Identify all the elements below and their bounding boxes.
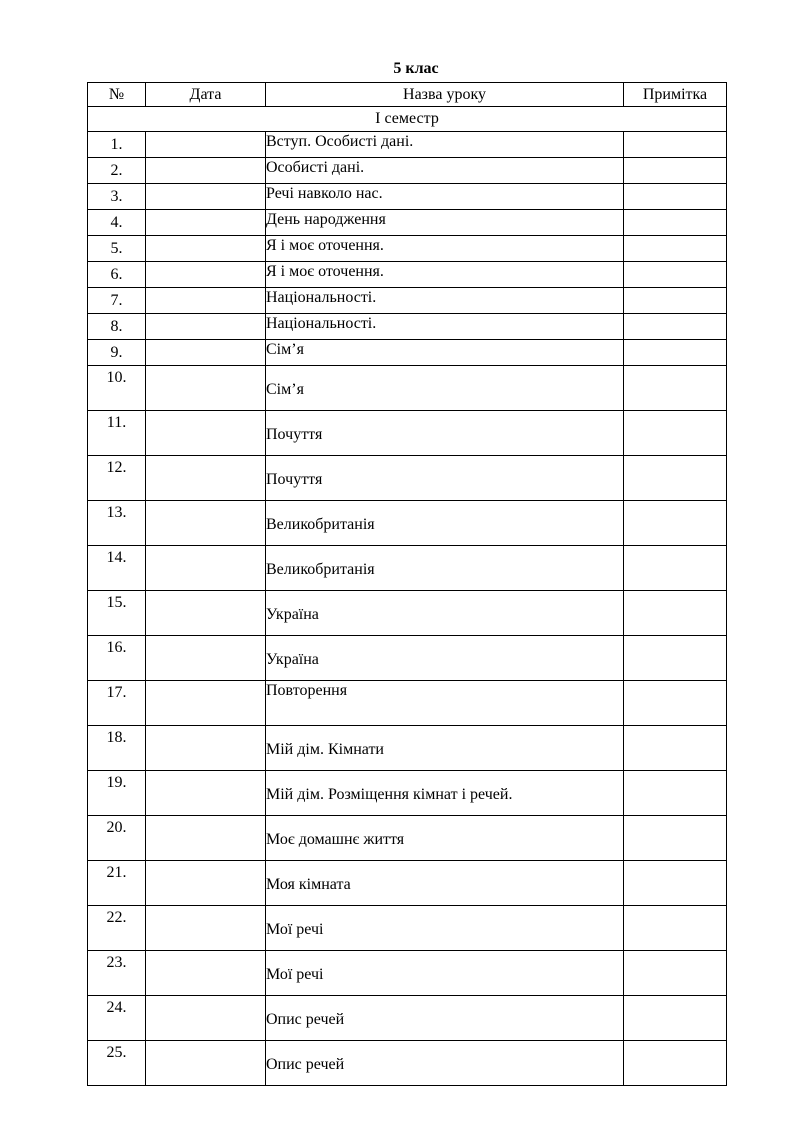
lesson-title: Опис речей [266, 996, 624, 1041]
lesson-plan-table [87, 82, 727, 1086]
lesson-note-cell [624, 546, 727, 591]
table-row [88, 906, 727, 951]
lesson-note-cell [624, 906, 727, 951]
header-number: № [88, 83, 146, 107]
table-row [88, 951, 727, 996]
lesson-title: Національності. [266, 288, 624, 314]
lesson-number: 5. [88, 236, 146, 262]
table-row [88, 288, 727, 314]
lesson-number: 1. [88, 132, 146, 158]
lesson-note-cell [624, 1041, 727, 1086]
lesson-title: Мої речі [266, 951, 624, 996]
lesson-number: 25. [88, 1041, 146, 1086]
table-row [88, 262, 727, 288]
lesson-note-cell [624, 456, 727, 501]
lesson-title: Національності. [266, 314, 624, 340]
lesson-note-cell [624, 411, 727, 456]
lesson-title: Великобританія [266, 546, 624, 591]
table-row [88, 681, 727, 726]
page-title: 5 клас [393, 60, 439, 77]
lesson-number: 2. [88, 158, 146, 184]
lesson-number: 3. [88, 184, 146, 210]
table-row [88, 1041, 727, 1086]
lesson-note-cell [624, 951, 727, 996]
lesson-note-cell [624, 184, 727, 210]
lesson-title: Почуття [266, 456, 624, 501]
lesson-title: Україна [266, 636, 624, 681]
lesson-date-cell [146, 210, 266, 236]
lesson-number: 10. [88, 366, 146, 411]
lesson-date-cell [146, 861, 266, 906]
lesson-number: 21. [88, 861, 146, 906]
lesson-number: 4. [88, 210, 146, 236]
lesson-number: 18. [88, 726, 146, 771]
lesson-note-cell [624, 262, 727, 288]
lesson-title: Сім’я [266, 340, 624, 366]
table-row [88, 546, 727, 591]
lesson-note-cell [624, 726, 727, 771]
lesson-date-cell [146, 726, 266, 771]
lesson-note-cell [624, 314, 727, 340]
lesson-date-cell [146, 411, 266, 456]
lesson-date-cell [146, 906, 266, 951]
lesson-title: Я і моє оточення. [266, 236, 624, 262]
lesson-note-cell [624, 501, 727, 546]
lesson-note-cell [624, 158, 727, 184]
table-row [88, 591, 727, 636]
lesson-title: Великобританія [266, 501, 624, 546]
header-row [88, 83, 727, 107]
lesson-title: Моя кімната [266, 861, 624, 906]
lesson-number: 24. [88, 996, 146, 1041]
semester-label: І семестр [88, 107, 727, 132]
table-row [88, 816, 727, 861]
lesson-date-cell [146, 951, 266, 996]
lesson-date-cell [146, 314, 266, 340]
lesson-title: Я і моє оточення. [266, 262, 624, 288]
table-row [88, 501, 727, 546]
lesson-note-cell [624, 340, 727, 366]
lesson-date-cell [146, 636, 266, 681]
table-row [88, 996, 727, 1041]
lesson-title: Повторення [266, 681, 624, 726]
lesson-note-cell [624, 210, 727, 236]
lesson-number: 16. [88, 636, 146, 681]
lesson-title: Сім’я [266, 366, 624, 411]
table-row [88, 314, 727, 340]
lesson-title: Моє домашнє життя [266, 816, 624, 861]
lesson-number: 19. [88, 771, 146, 816]
lesson-title: Почуття [266, 411, 624, 456]
lesson-date-cell [146, 771, 266, 816]
table-row [88, 132, 727, 158]
lesson-date-cell [146, 501, 266, 546]
lesson-date-cell [146, 1041, 266, 1086]
lesson-number: 17. [88, 681, 146, 726]
table-row [88, 456, 727, 501]
lesson-date-cell [146, 681, 266, 726]
lesson-number: 22. [88, 906, 146, 951]
lesson-number: 20. [88, 816, 146, 861]
lesson-date-cell [146, 456, 266, 501]
lesson-note-cell [624, 771, 727, 816]
lesson-number: 8. [88, 314, 146, 340]
lesson-date-cell [146, 591, 266, 636]
lesson-date-cell [146, 546, 266, 591]
lesson-number: 12. [88, 456, 146, 501]
lesson-date-cell [146, 262, 266, 288]
lesson-title: Мій дім. Кімнати [266, 726, 624, 771]
lesson-number: 13. [88, 501, 146, 546]
semester-row [88, 107, 727, 132]
lesson-date-cell [146, 340, 266, 366]
table-row [88, 411, 727, 456]
lesson-number: 11. [88, 411, 146, 456]
header-note: Примітка [624, 83, 727, 107]
lesson-title: Мої речі [266, 906, 624, 951]
lesson-title: Опис речей [266, 1041, 624, 1086]
lesson-number: 6. [88, 262, 146, 288]
table-row [88, 236, 727, 262]
lesson-number: 7. [88, 288, 146, 314]
header-date: Дата [146, 83, 266, 107]
table-row [88, 636, 727, 681]
lesson-title: День народження [266, 210, 624, 236]
table-row [88, 210, 727, 236]
lesson-date-cell [146, 158, 266, 184]
lesson-date-cell [146, 816, 266, 861]
table-row [88, 726, 727, 771]
lesson-date-cell [146, 366, 266, 411]
lesson-note-cell [624, 132, 727, 158]
lesson-title: Вступ. Особисті дані. [266, 132, 624, 158]
lesson-number: 9. [88, 340, 146, 366]
header-lesson: Назва уроку [266, 83, 624, 107]
lesson-note-cell [624, 591, 727, 636]
table-row [88, 158, 727, 184]
lesson-title: Мій дім. Розміщення кімнат і речей. [266, 771, 624, 816]
lesson-title: Речі навколо нас. [266, 184, 624, 210]
lesson-title: Україна [266, 591, 624, 636]
lesson-note-cell [624, 366, 727, 411]
lesson-note-cell [624, 861, 727, 906]
table-row [88, 861, 727, 906]
lesson-note-cell [624, 636, 727, 681]
table-row [88, 184, 727, 210]
table-row [88, 366, 727, 411]
lesson-note-cell [624, 816, 727, 861]
lesson-date-cell [146, 288, 266, 314]
lesson-date-cell [146, 184, 266, 210]
lesson-note-cell [624, 996, 727, 1041]
lesson-number: 15. [88, 591, 146, 636]
table-row [88, 340, 727, 366]
lesson-note-cell [624, 236, 727, 262]
lesson-date-cell [146, 996, 266, 1041]
lesson-date-cell [146, 132, 266, 158]
lesson-date-cell [146, 236, 266, 262]
lesson-note-cell [624, 681, 727, 726]
lesson-number: 14. [88, 546, 146, 591]
lesson-title: Особисті дані. [266, 158, 624, 184]
lesson-number: 23. [88, 951, 146, 996]
lesson-note-cell [624, 288, 727, 314]
table-row [88, 771, 727, 816]
